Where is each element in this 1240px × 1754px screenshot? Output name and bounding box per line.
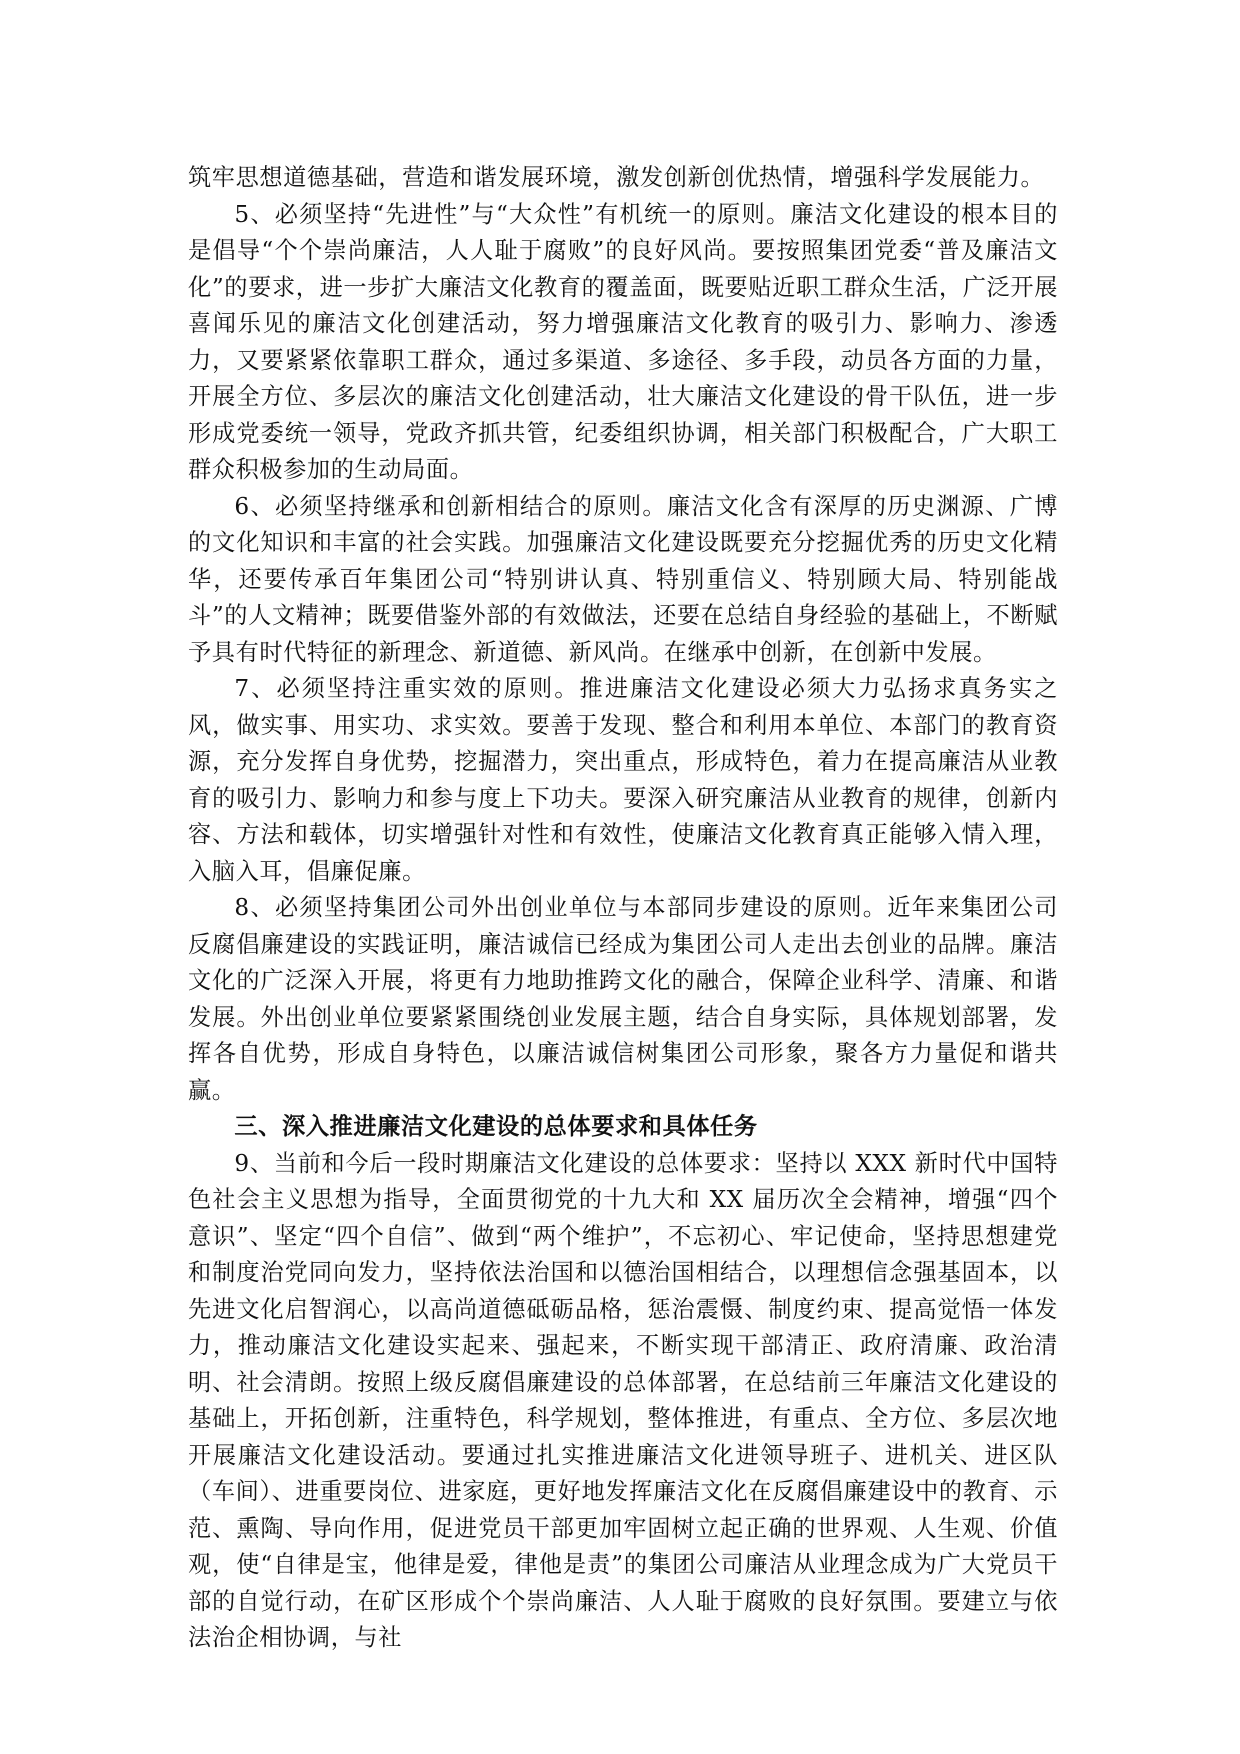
document-page (188, 160, 1058, 1657)
section-heading-3: 三、深入推进廉洁文化建设的总体要求和具体任务 (234, 1113, 758, 1140)
paragraph-principle-6: 6、必须坚持继承和创新相结合的原则。廉洁文化含有深厚的历史渊源、广博的文化知识和丰富的社会实践。加强廉洁文化建设既要充分挖掘优秀的历史文化精华，还要传承百年集团公司“特别讲认真、特别重信义、特别顾大局、特别能战斗”的人文精神；既要借鉴外部的有效做法，还要在总结自身经验的基础上，不断赋予具有时代特征的新理念、新道德、新风尚。在继承中创新，在创新中发展。 (188, 492, 1058, 666)
paragraph-item-9: 9、当前和今后一段时期廉洁文化建设的总体要求：坚持以 XXX 新时代中国特色社会主义思想为指导，全面贯彻党的十九大和 XX 届历次全会精神，增强“四个意识”、坚定“四个自信”、做到“两个维护”，不忘初心、牢记使命，坚持思想建党和制度治党同向发力，坚持依法治国和以德治国相结合，以理想信念强基固本，以先进文化启智润心，以高尚道德砥砺品格，惩治震慑、制度约束、提高觉悟一体发力，推动廉洁文化建设实起来、强起来，不断实现干部清正、政府清廉、政治清明、社会清朗。按照上级反腐倡廉建设的总体部署，在总结前三年廉洁文化建设的基础上，开拓创新，注重特色，科学规划，整体推进，有重点、全方位、多层次地开展廉洁文化建设活动。要通过扎实推进廉洁文化进领导班子、进机关、进区队（车间）、进重要岗位、进家庭，更好地发挥廉洁文化在反腐倡廉建设中的教育、示范、熏陶、导向作用，促进党员干部更加牢固树立起正确的世界观、人生观、价值观，使“自律是宝，他律是爱，律他是责”的集团公司廉洁从业理念成为广大党员干部的自觉行动，在矿区形成个个崇尚廉洁、人人耻于腐败的良好氛围。要建立与依法治企相协调，与社 (188, 1149, 1058, 1651)
paragraph-principle-8: 8、必须坚持集团公司外出创业单位与本部同步建设的原则。近年来集团公司反腐倡廉建设的实践证明，廉洁诚信已经成为集团公司人走出去创业的品牌。廉洁文化的广泛深入开展，将更有力地助推跨文化的融合，保障企业科学、清廉、和谐发展。外出创业单位要紧紧围绕创业发展主题，结合自身实际，具体规划部署，发挥各自优势，形成自身特色，以廉洁诚信树集团公司形象，聚各方力量促和谐共赢。 (188, 894, 1058, 1104)
paragraph-principle-5: 5、必须坚持“先进性”与“大众性”有机统一的原则。廉洁文化建设的根本目的是倡导“个个崇尚廉洁，人人耻于腐败”的良好风尚。要按照集团党委“普及廉洁文化”的要求，进一步扩大廉洁文化教育的覆盖面，既要贴近职工群众生活，广泛开展喜闻乐见的廉洁文化创建活动，努力增强廉洁文化教育的吸引力、影响力、渗透力，又要紧紧依靠职工群众，通过多渠道、多途径、多手段，动员各方面的力量，开展全方位、多层次的廉洁文化创建活动，壮大廉洁文化建设的骨干队伍，进一步形成党委统一领导，党政齐抓共管，纪委组织协调，相关部门积极配合，广大职工群众积极参加的生动局面。 (188, 200, 1058, 483)
paragraph-principle-7: 7、必须坚持注重实效的原则。推进廉洁文化建设必须大力弘扬求真务实之风，做实事、用实功、求实效。要善于发现、整合和利用本单位、本部门的教育资源，充分发挥自身优势，挖掘潜力，突出重点，形成特色，着力在提高廉洁从业教育的吸引力、影响力和参与度上下功夫。要深入研究廉洁从业教育的规律，创新内容、方法和载体，切实增强针对性和有效性，使廉洁文化教育真正能够入情入理，入脑入耳，倡廉促廉。 (188, 675, 1058, 885)
paragraph-continuation: 筑牢思想道德基础，营造和谐发展环境，激发创新创优热情，增强科学发展能力。 (188, 164, 1045, 191)
